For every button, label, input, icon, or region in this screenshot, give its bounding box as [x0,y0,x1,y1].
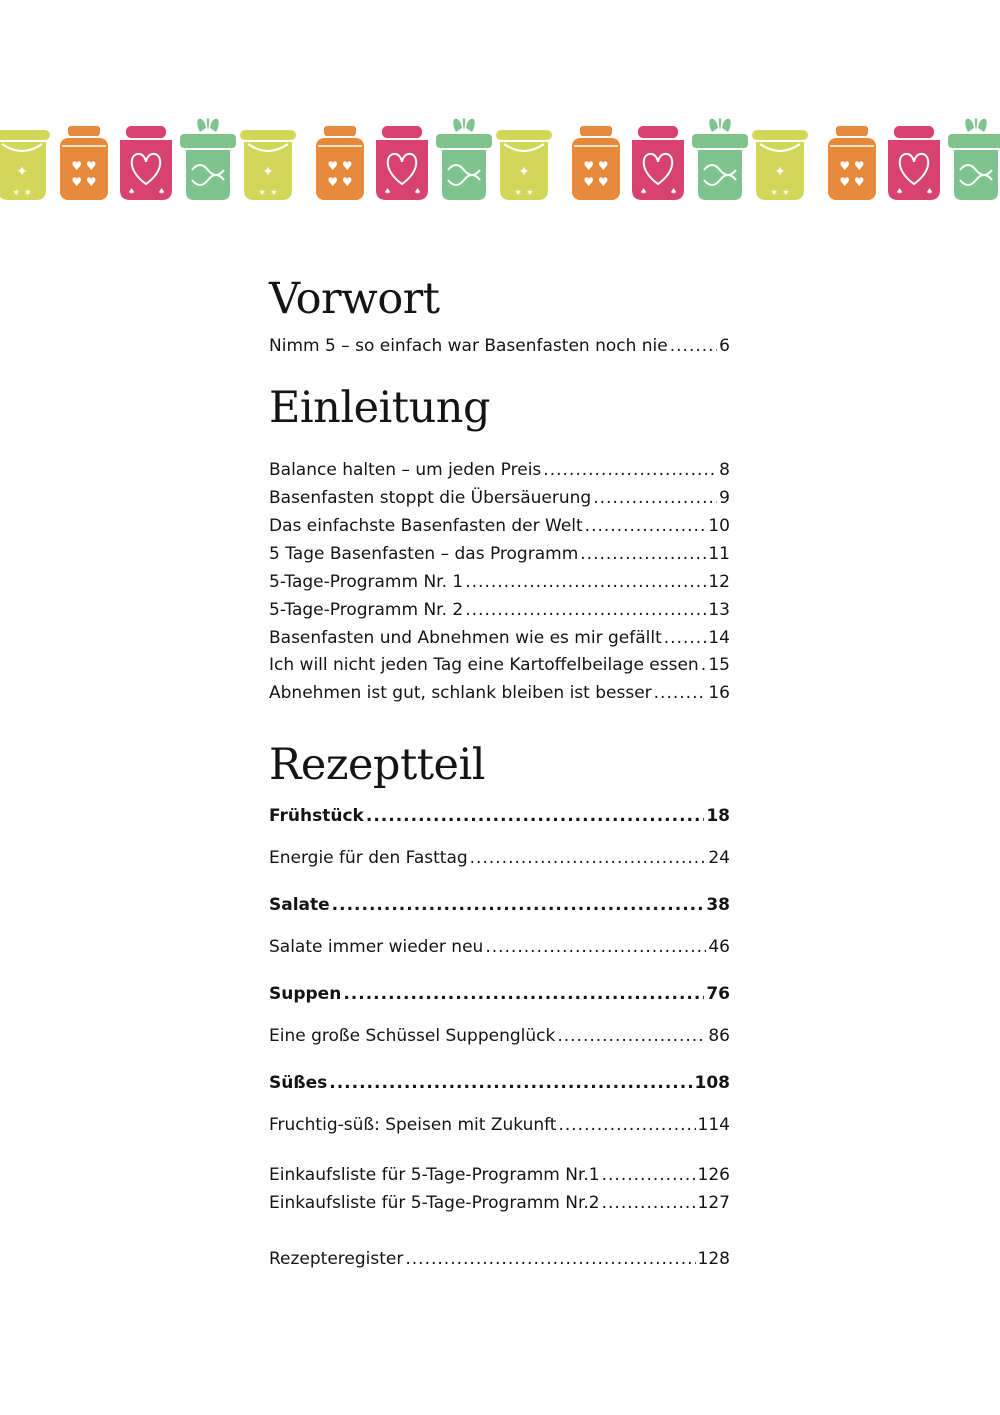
toc-entry-title: Das einfachste Basenfasten der Welt [269,516,583,536]
svg-text:♠: ♠ [128,187,136,196]
svg-text:♥ ♥: ♥ ♥ [327,175,353,189]
svg-text:♥ ♥: ♥ ♥ [583,175,609,189]
toc-entry[interactable] [269,935,730,959]
toc-page-number: 38 [706,895,730,915]
toc-dot-leader [465,570,706,594]
toc-page-number: 76 [706,984,730,1004]
toc-dot-leader [654,681,707,705]
jar-pink-heart-icon [632,126,684,200]
toc-dot-leader [329,1071,692,1095]
toc-entry-title: Suppen [269,984,342,1004]
toc-dot-leader [585,514,707,538]
svg-text:✦: ✦ [518,164,530,180]
jar-border-decoration [0,110,1000,206]
toc-entry-title: Energie für den Fasttag [269,848,468,868]
toc-entry-title: Balance halten – um jeden Preis [269,460,542,480]
svg-text:✶ ✶: ✶ ✶ [770,188,790,199]
toc-dot-leader [558,1113,695,1137]
toc-dot-leader [405,1247,695,1271]
toc-entry-title: Nimm 5 – so einfach war Basenfasten noch nie [269,336,668,356]
toc-entry-title: Einkaufsliste für 5-Tage-Programm Nr.1 [269,1165,600,1185]
toc-entry-title: 5-Tage-Programm Nr. 2 [269,600,464,620]
toc-entry[interactable] [269,570,730,594]
toc-dot-leader [470,846,707,870]
toc-entry[interactable] [269,804,730,828]
svg-text:✶ ✶: ✶ ✶ [12,188,32,199]
toc-page-number: 126 [697,1165,730,1185]
svg-text:♠: ♠ [896,187,904,196]
toc-dot-leader [602,1163,696,1187]
toc-entry-title: Fruchtig-süß: Speisen mit Zukunft [269,1115,557,1135]
toc-page-number: 8 [719,460,730,480]
toc-dot-leader [664,626,707,650]
toc-entry-title: Einkaufsliste für 5-Tage-Programm Nr.2 [269,1193,600,1213]
toc-entry[interactable] [269,653,730,677]
toc-page-number: 10 [708,516,730,536]
jar-green-leaves-icon [692,118,748,200]
toc-entry[interactable] [269,681,730,705]
svg-text:✦: ✦ [262,164,274,180]
toc-page-number: 24 [708,848,730,868]
toc-page-number: 18 [706,806,730,826]
toc-entry[interactable] [269,598,730,622]
toc-entry[interactable] [269,1163,730,1187]
toc-page-number: 46 [708,937,730,957]
jar-orange-hearts-icon [572,126,620,200]
heading-vorwort: Vorwort [269,274,440,324]
jar-orange-hearts-icon [60,126,108,200]
toc-entry-title: Basenfasten stoppt die Übersäuerung [269,488,592,508]
toc-entry-title: 5-Tage-Programm Nr. 1 [269,572,464,592]
svg-text:♥ ♥: ♥ ♥ [839,175,865,189]
toc-entry[interactable] [269,458,730,482]
svg-text:♥ ♥: ♥ ♥ [71,159,97,173]
toc-entry[interactable] [269,486,730,510]
toc-page-number: 128 [697,1249,730,1269]
svg-text:♥ ♥: ♥ ♥ [839,159,865,173]
toc-page-number: 114 [697,1115,730,1135]
toc-dot-leader [701,653,707,677]
jar-yellow-icon [240,130,296,200]
svg-text:✶ ✶: ✶ ✶ [514,188,534,199]
svg-text:♠: ♠ [414,187,422,196]
toc-entry[interactable] [269,1024,730,1048]
toc-entry-title: Salate [269,895,330,915]
toc-page-number: 13 [708,600,730,620]
jar-yellow-icon [752,130,808,200]
heading-einleitung: Einleitung [269,383,490,433]
toc-entry[interactable] [269,1247,730,1271]
jar-green-leaves-icon [180,118,236,200]
toc-dot-leader [366,804,704,828]
toc-entry[interactable] [269,334,730,358]
svg-text:✶ ✶: ✶ ✶ [258,188,278,199]
svg-text:♠: ♠ [926,187,934,196]
toc-entry-title: Frühstück [269,806,364,826]
svg-text:✦: ✦ [774,164,786,180]
jar-yellow-icon [0,130,50,200]
jar-orange-hearts-icon [828,126,876,200]
jar-yellow-icon [496,130,552,200]
heading-rezeptteil: Rezeptteil [269,740,485,790]
toc-entry-title: Ich will nicht jeden Tag eine Kartoffelbeilage essen [269,655,699,675]
toc-page-number: 108 [694,1073,730,1093]
toc-dot-leader [593,486,717,510]
toc-entry-title: Abnehmen ist gut, schlank bleiben ist besser [269,683,652,703]
jar-green-leaves-icon [436,118,492,200]
jar-green-leaves-icon [948,118,1000,200]
toc-entry-title: Rezepteregister [269,1249,404,1269]
toc-entry-title: Eine große Schüssel Suppenglück [269,1026,556,1046]
toc-entry[interactable] [269,846,730,870]
toc-page-number: 16 [708,683,730,703]
toc-entry[interactable] [269,542,730,566]
svg-text:♥ ♥: ♥ ♥ [71,175,97,189]
svg-text:♠: ♠ [158,187,166,196]
toc-entry[interactable] [269,893,730,917]
toc-dot-leader [580,542,706,566]
toc-entry-title: Süßes [269,1073,328,1093]
jar-pink-heart-icon [888,126,940,200]
toc-dot-leader [332,893,705,917]
toc-entry[interactable] [269,1113,730,1137]
toc-entry[interactable] [269,626,730,650]
toc-entry-title: Basenfasten und Abnehmen wie es mir gefällt [269,628,662,648]
toc-page-number: 6 [719,336,730,356]
toc-dot-leader [343,982,704,1006]
toc-entry[interactable] [269,1071,730,1095]
svg-text:♥ ♥: ♥ ♥ [583,159,609,173]
toc-entry-title: Salate immer wieder neu [269,937,484,957]
toc-entry[interactable] [269,514,730,538]
toc-entry[interactable] [269,982,730,1006]
svg-text:♥ ♥: ♥ ♥ [327,159,353,173]
jar-orange-hearts-icon [316,126,364,200]
toc-dot-leader [670,334,717,358]
toc-dot-leader [465,598,706,622]
toc-dot-leader [543,458,717,482]
jar-pink-heart-icon [120,126,172,200]
svg-text:✦: ✦ [16,164,28,180]
svg-text:♠: ♠ [640,187,648,196]
svg-text:♠: ♠ [670,187,678,196]
toc-page-number: 12 [708,572,730,592]
svg-text:♠: ♠ [384,187,392,196]
toc-entry[interactable] [269,1191,730,1215]
toc-page-number: 14 [708,628,730,648]
toc-page-number: 15 [708,655,730,675]
toc-page-number: 11 [708,544,730,564]
toc-page-number: 9 [719,488,730,508]
toc-dot-leader [557,1024,706,1048]
toc-page-number: 86 [708,1026,730,1046]
toc-dot-leader [602,1191,696,1215]
toc-page-number: 127 [697,1193,730,1213]
jar-border-svg [0,110,1000,206]
toc-entry-title: 5 Tage Basenfasten – das Programm [269,544,579,564]
jar-pink-heart-icon [376,126,428,200]
toc-dot-leader [485,935,706,959]
